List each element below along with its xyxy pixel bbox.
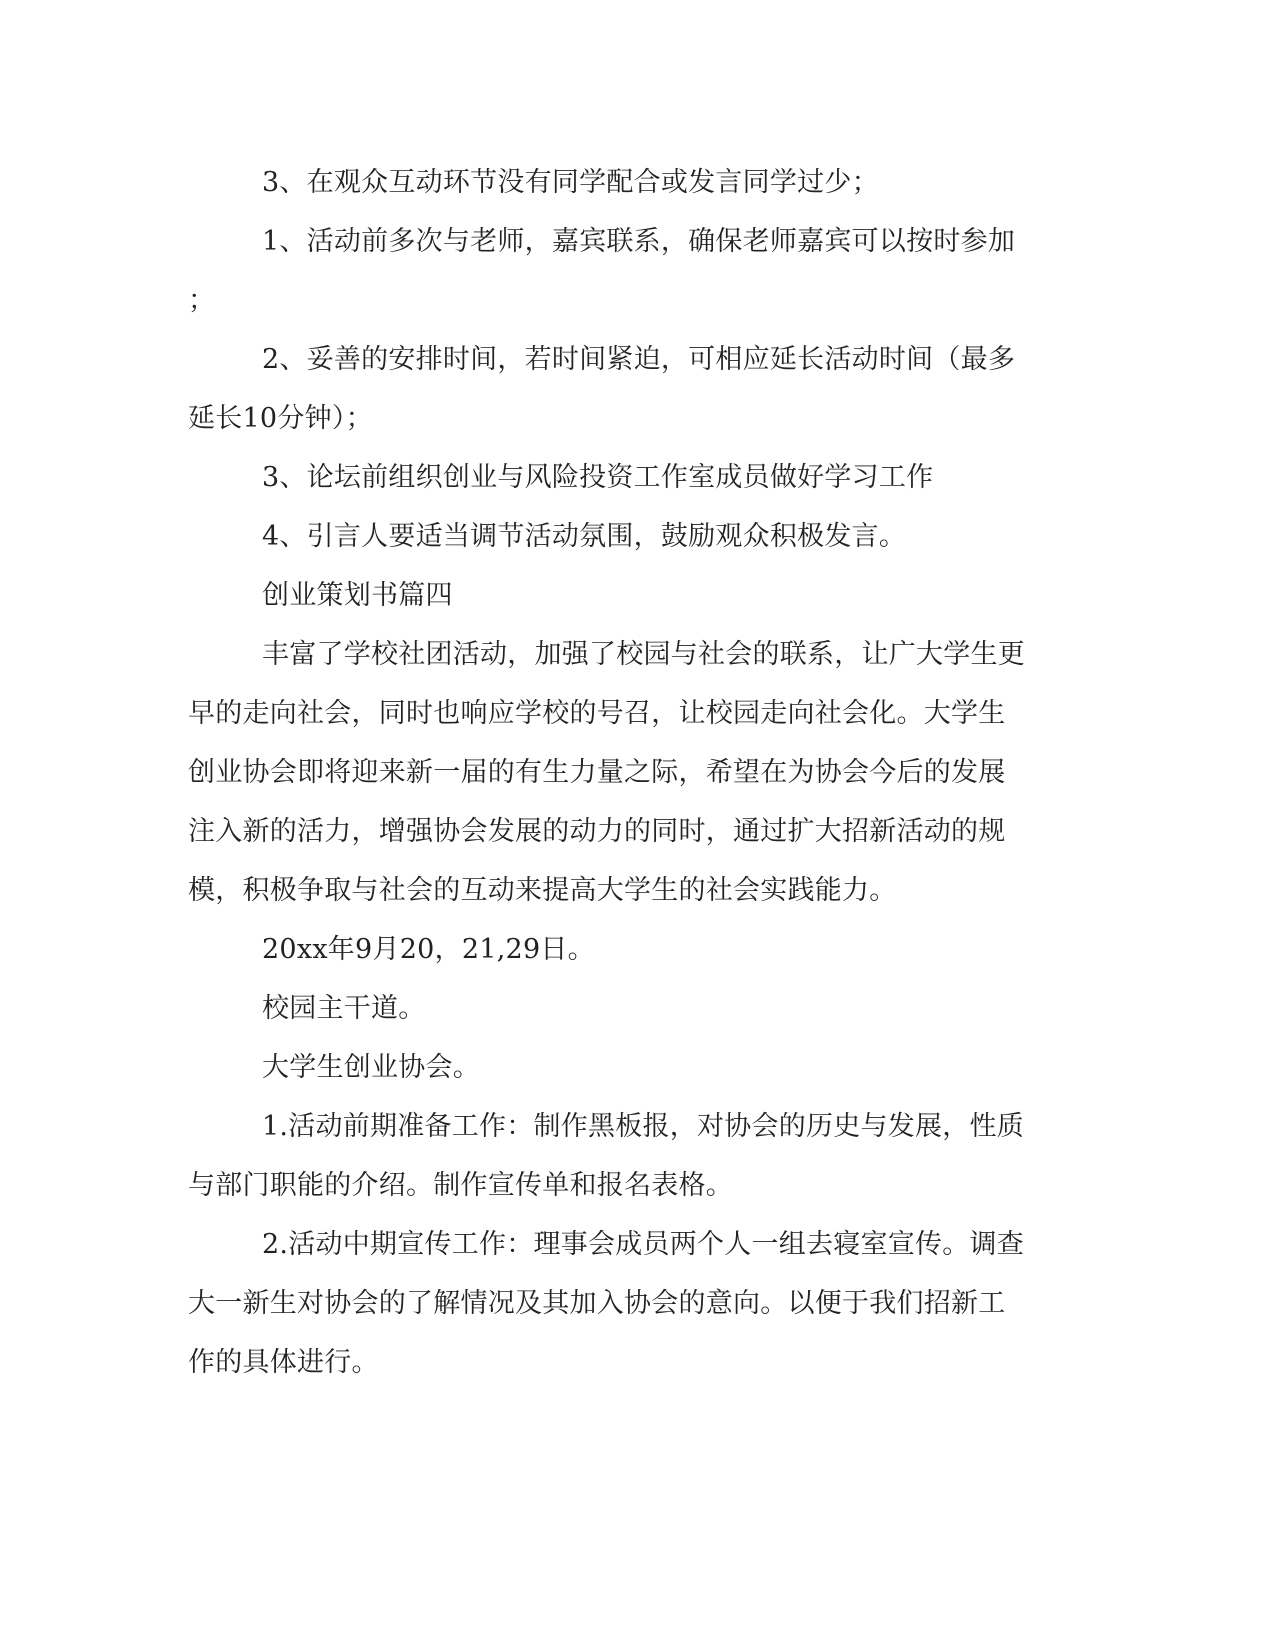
- text-line: 创业协会即将迎来新一届的有生力量之际，希望在为协会今后的发展: [188, 757, 1006, 788]
- text-line: 早的走向社会，同时也响应学校的号召，让校园走向社会化。大学生: [188, 698, 1006, 729]
- text-line: 3、论坛前组织创业与风险投资工作室成员做好学习工作: [262, 462, 934, 493]
- text-line: 丰富了学校社团活动，加强了校园与社会的联系，让广大学生更: [262, 639, 1025, 670]
- text-line: 2、妥善的安排时间，若时间紧迫，可相应延长活动时间（最多: [262, 344, 1016, 375]
- text-line: 2.活动中期宣传工作：理事会成员两个人一组去寝室宣传。调查: [262, 1229, 1025, 1260]
- text-line: 校园主干道。: [262, 993, 426, 1024]
- text-line: 与部门职能的介绍。制作宣传单和报名表格。: [188, 1170, 733, 1201]
- text-line: 注入新的活力，增强协会发展的动力的同时，通过扩大招新活动的规: [188, 816, 1006, 847]
- text-line: 大学生创业协会。: [262, 1052, 480, 1083]
- text-line: 延长10分钟）；: [188, 403, 373, 434]
- text-line: 20xx年9月20，21,29日。: [262, 934, 595, 965]
- text-line: 1、活动前多次与老师，嘉宾联系，确保老师嘉宾可以按时参加: [262, 226, 1016, 257]
- text-line: 3、在观众互动环节没有同学配合或发言同学过少；: [262, 167, 879, 198]
- section-heading: 创业策划书篇四: [262, 580, 453, 611]
- text-line: 大一新生对协会的了解情况及其加入协会的意向。以便于我们招新工: [188, 1288, 1006, 1319]
- text-line: 作的具体进行。: [188, 1347, 379, 1378]
- text-line: 1.活动前期准备工作：制作黑板报，对协会的历史与发展，性质: [262, 1111, 1025, 1142]
- text-line: 4、引言人要适当调节活动氛围，鼓励观众积极发言。: [262, 521, 907, 552]
- text-line: 模，积极争取与社会的互动来提高大学生的社会实践能力。: [188, 875, 897, 906]
- text-line: ；: [188, 285, 216, 316]
